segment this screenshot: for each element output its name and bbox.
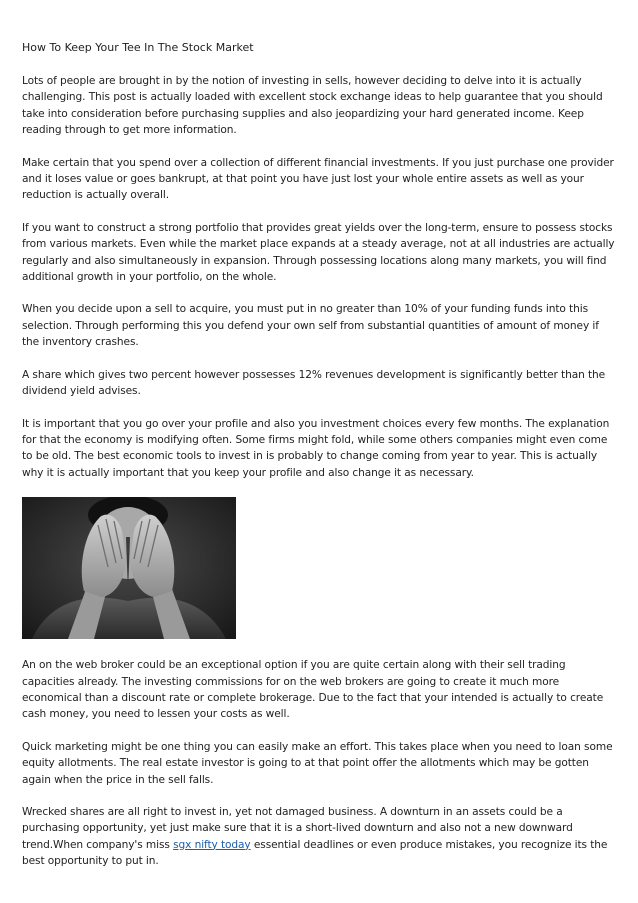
paragraph-5: A share which gives two percent however possesses 12% revenues development is significantly better than the dividend yield advises.	[22, 368, 606, 398]
paragraph-9	[22, 804, 618, 870]
paragraph-1: Lots of people are brought in by the notion of investing in sells, however deciding to delve into it is actually challenging. This post is actually loaded with excellent stock exchange ideas to help guarantee that you should take into consideration before purchasing supplies and also jeopardizing your hard generated income. Keep reading through to get more information.	[22, 75, 603, 137]
paragraph-3: If you want to construct a strong portfolio that provides great yields over the long-term, ensure to possess stocks from various markets. Even while the market place expands at a steady average, not at all industries are actually regularly and also simultaneously in expansion. Through possessing locations along many markets, you will find additional growth in your portfolio, on the whole.	[22, 221, 615, 284]
stressed-man-photo	[22, 497, 236, 639]
document-page	[22, 40, 618, 886]
paragraph-9-text-after: essential deadlines or even produce mistakes, you recognize its the best opportunity to put in.	[22, 838, 608, 868]
sgx-nifty-link[interactable]: sgx nifty today	[173, 838, 251, 851]
paragraph-2: Make certain that you spend over a collection of different financial investments. If you just purchase one provider and it loses value or goes bankrupt, at that point you have just lost your whole entire assets as well as your reduction is actually overall.	[22, 156, 614, 202]
document-title: How To Keep Your Tee In The Stock Market	[22, 41, 254, 54]
paragraph-8: Quick marketing might be one thing you can easily make an effort. This takes place when you need to loan some equity allotments. The real estate investor is going to at that point offer the allotments which may be gotten again when the price in the sell falls.	[22, 740, 613, 786]
paragraph-6: It is important that you go over your profile and also you investment choices every few months. The explanation for that the economy is modifying often. Some firms might fold, while some others companies might even come to be old. The best economic tools to invest in is probably to change coming from year to year. This is actually why it is actually important that you keep your profile and also change it as necessary.	[22, 417, 610, 479]
paragraph-7: An on the web broker could be an exceptional option if you are quite certain along with their sell trading capacities already. The investing commissions for on the web brokers are going to create it much more economical than a discount rate or complete brokerage. Due to the fact that your intended is actually to create cash money, you need to lessen your costs as well.	[22, 659, 604, 721]
paragraph-9-text-before: Wrecked shares are all right to invest in, yet not damaged business. A downturn in an assets could be a purchasing opportunity, yet just make sure that it is a short-lived downturn and also not a new downward trend.When company's miss	[22, 805, 573, 851]
paragraph-4: When you decide upon a sell to acquire, you must put in no greater than 10% of your funding funds into this selection. Through performing this you defend your own self from substantial quantities of amount of money if the inventory crashes.	[22, 303, 599, 349]
